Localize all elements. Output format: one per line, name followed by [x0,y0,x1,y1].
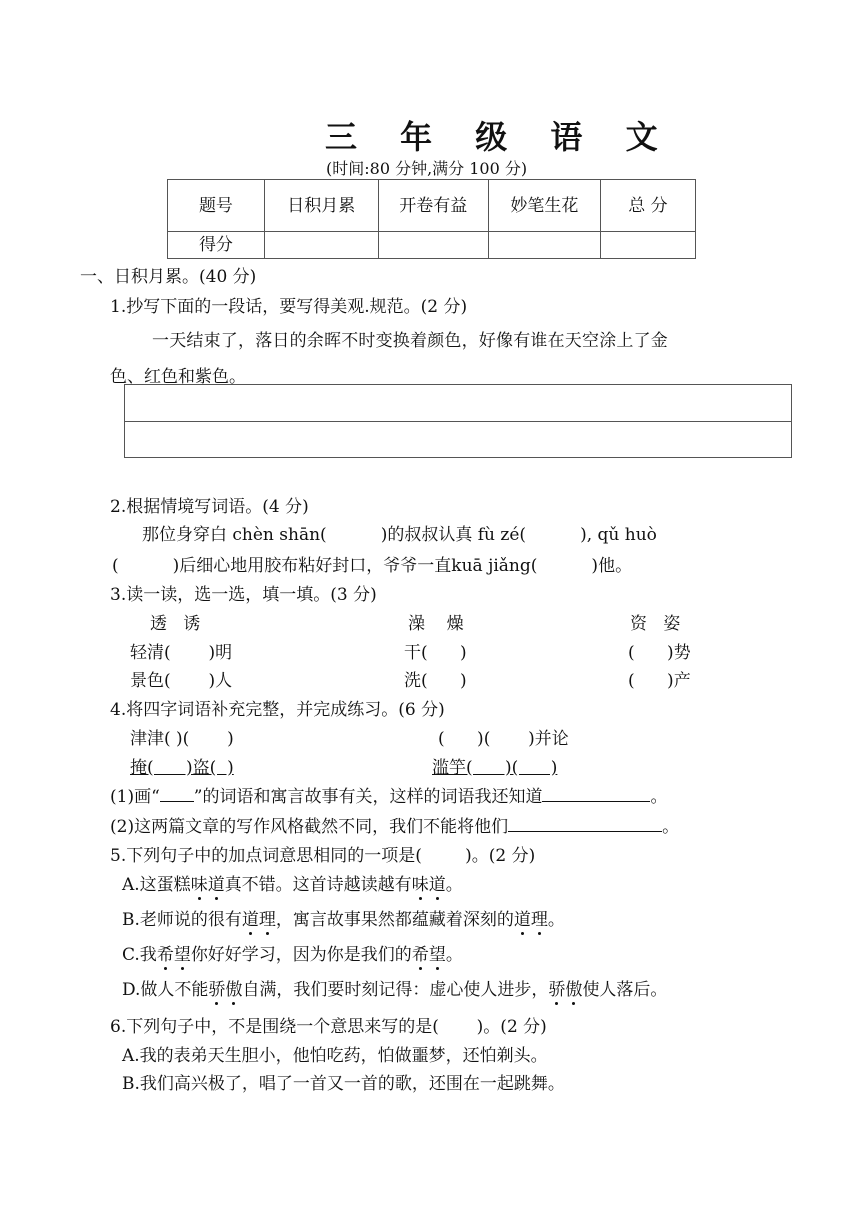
dotted-char: 傲 [225,975,242,1000]
question-stem: 3.读一读，选一选，填一填。(3 分) [110,585,377,605]
dotted-char: 道 [242,905,259,930]
question-stem: 1.抄写下面的一段话，要写得美观.规范。(2 分) [110,297,468,317]
dotted-char: 骄 [548,975,565,1000]
score-input-cell[interactable] [488,232,600,259]
option-text: A.这蛋糕 [122,875,191,895]
score-row-label: 得分 [168,232,265,259]
option-text: C.我 [122,945,157,965]
option-text: 真不错。这首诗越读越有 [224,875,412,895]
subquestion-2 [110,812,679,837]
score-header-cell: 日积月累 [264,180,378,232]
choice-pair: 澡 燥 [408,614,464,634]
underline-mark [160,785,194,802]
question-text: ( )后细心地用胶布粘好封口，爷爷一直kuā jiǎng( )他。 [112,556,633,576]
score-header-cell: 总 分 [600,180,695,232]
idiom-blank-underlined: 掩( )盗( ) [130,758,234,778]
dotted-char: 希 [157,940,174,965]
choice-pair: 透 诱 [150,614,201,634]
exam-time-note: (时间:80 分钟,满分 100 分) [326,159,528,178]
dotted-char: 希 [412,940,429,965]
fill-item: 景色( )人 [130,671,233,691]
dotted-char: 理 [531,905,548,930]
option-b: B.我们高兴极了，唱了一首又一首的歌，还围在一起跳舞。 [122,1074,565,1094]
question-stem: 2.根据情境写词语。(4 分) [110,497,309,517]
fill-item: ( )产 [628,671,691,691]
writing-box[interactable] [124,384,792,458]
dotted-char: 味 [191,870,208,895]
choice-pair: 资 姿 [630,614,681,634]
score-table [167,179,696,259]
fill-item: 洗( ) [404,671,467,691]
fill-item: 干( ) [404,643,467,663]
writing-box-divider [125,421,791,422]
option-text: 使人落后。 [582,980,668,1000]
passage-text: 一天结束了，落日的余晖不时变换着颜色，好像有谁在天空涂上了金 [152,331,668,351]
answer-blank[interactable] [508,815,662,832]
dotted-char: 理 [259,905,276,930]
fill-item: ( )势 [628,643,691,663]
score-input-cell[interactable] [378,232,488,259]
score-header-cell: 题号 [168,180,265,232]
option-d [122,975,667,1000]
option-a [122,870,463,895]
option-b [122,905,565,930]
fill-item: 轻清( )明 [130,643,233,663]
score-header-cell: 开卷有益 [378,180,488,232]
option-text: 。 [445,875,463,895]
dotted-char: 道 [514,905,531,930]
option-text: 自满，我们要时刻记得：虚心使人进步， [242,980,549,1000]
answer-blank[interactable] [542,785,650,802]
dotted-char: 望 [429,940,446,965]
subquestion-text: (2)这两篇文章的写作风格截然不同，我们不能将他们 [110,817,509,837]
subquestion-1 [110,782,667,807]
subquestion-text: ”的词语和寓言故事有关，这样的词语我还知道 [193,787,543,807]
option-text: 你好好学习，因为你是我们的 [190,945,412,965]
subquestion-text: (1)画“ [110,787,160,807]
subquestion-text: 。 [662,817,680,837]
option-text: B.老师说的很有 [122,910,242,930]
option-text: 。 [445,945,463,965]
score-input-cell[interactable] [600,232,695,259]
idiom-blank: 津津( )( ) [130,729,234,749]
score-header-cell: 妙笔生花 [488,180,600,232]
option-c [122,940,463,965]
passage-text: 色、红色和紫色。 [110,367,246,387]
dotted-char: 道 [429,870,446,895]
score-input-cell[interactable] [264,232,378,259]
dotted-char: 傲 [565,975,582,1000]
option-text: 。 [547,910,565,930]
question-text: 那位身穿白 chèn shān( )的叔叔认真 fù zé( ), qǔ huò [142,525,657,545]
dotted-char: 望 [174,940,191,965]
page-title: 三 年 级 语 文 [325,118,674,156]
option-a: A.我的表弟天生胆小，他怕吃药，怕做噩梦，还怕剃头。 [122,1046,548,1066]
dotted-char: 道 [208,870,225,895]
idiom-blank-underlined: 滥竽( )( ) [432,758,558,778]
dotted-char: 味 [412,870,429,895]
section-heading: 一、日积月累。(40 分) [80,267,257,287]
option-text: D.做人不能 [122,980,209,1000]
option-text: ，寓言故事果然都蕴藏着深刻的 [275,910,514,930]
dotted-char: 骄 [208,975,225,1000]
question-stem: 4.将四字词语补充完整，并完成练习。(6 分) [110,700,445,720]
subquestion-text: 。 [650,787,668,807]
question-stem: 6.下列句子中，不是围绕一个意思来写的是( )。(2 分) [110,1017,547,1037]
idiom-blank: ( )( )并论 [438,729,569,749]
question-stem: 5.下列句子中的加点词意思相同的一项是( )。(2 分) [110,846,536,866]
